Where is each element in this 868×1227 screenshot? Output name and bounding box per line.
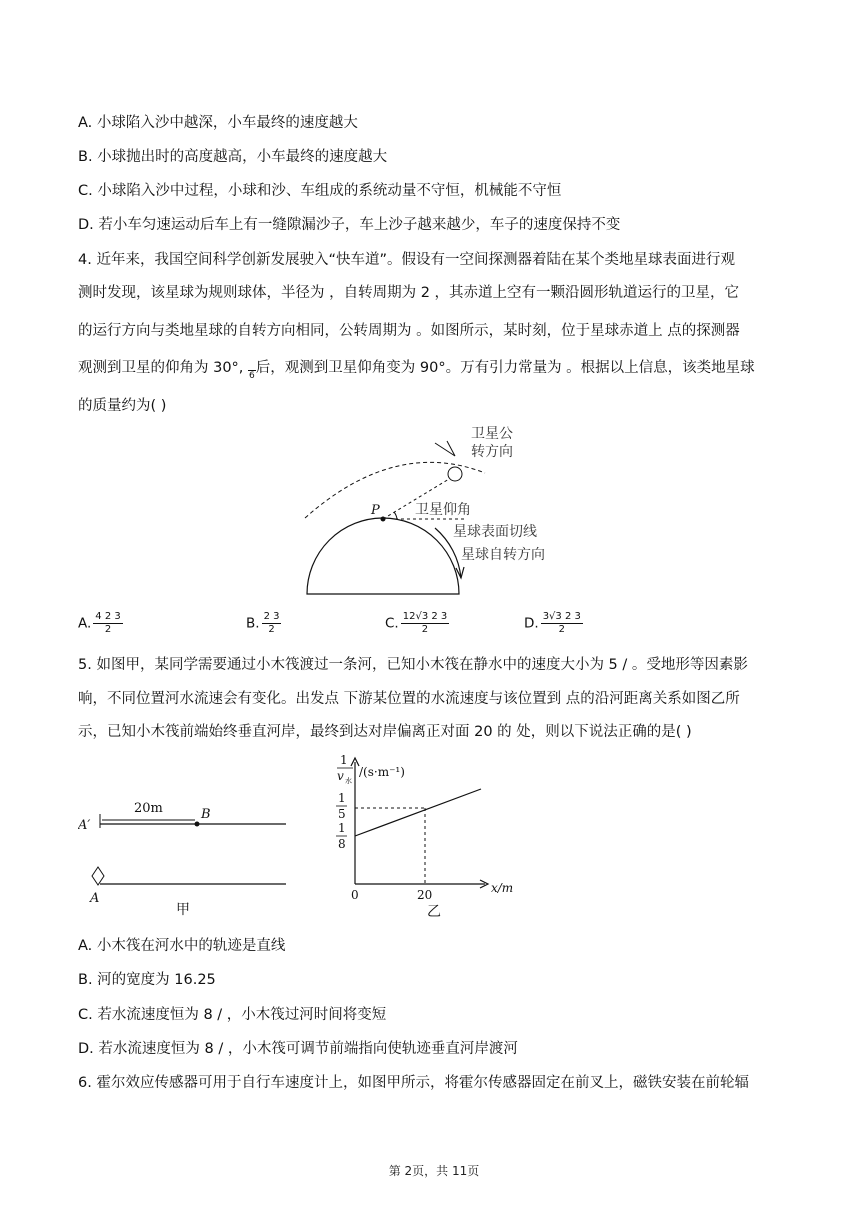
label-rotation: 星球自转方向 [461,547,545,563]
raft-marker [92,867,104,885]
q4-fraction-sub: 6 [249,371,255,381]
label-orbit-2: 转方向 [471,444,513,460]
y-label-num: 1 [340,753,348,767]
point-p [381,517,386,522]
q5-option-a: A. 小木筏在河水中的轨迹是直线 [78,938,286,954]
y-label-den-sub: 水 [345,777,352,785]
tick-x1: 20 [417,888,433,902]
label-a-prime: A′ [78,818,91,833]
satellite [448,467,462,481]
label-distance: 20m [134,801,163,816]
q5-river-figure [78,790,298,920]
q4-option-b: B. $\frac{2 3}{2}$ [246,611,280,635]
q4-planet-figure [295,418,585,600]
q5-line-1: 5. 如图甲，某同学需要通过小木筏渡过一条河，已知小木筏在静水中的速度大小为 5 / 。受地形等因素影 [78,657,748,673]
q4-line-2: 测时发现，该星球为规则球体，半径为 ，自转周期为 2 ，其赤道上空有一颗沿圆形轨道运行的卫星，它 [78,285,740,301]
q5-option-c: C. 若水流速度恒为 8 / ，小木筏过河时间将变短 [78,1007,387,1023]
q3-option-b: B. 小球抛出时的高度越高，小车最终的速度越大 [78,149,388,165]
q5-line-3: 示，已知小木筏前端始终垂直河岸，最终到达对岸偏离正对面 20 的 处，则以下说法正确的是( ) [78,724,692,740]
page-footer: 第 2页，共 11页 [388,1164,480,1178]
tick-y1-num: 1 [338,791,346,805]
tick-y1-den: 5 [338,807,346,821]
x-label: x/m [491,881,514,895]
label-a: A [90,891,100,906]
q6-line-1: 6. 霍尔效应传感器可用于自行车速度计上，如图甲所示，将霍尔传感器固定在前叉上，磁铁安装在前轮辐 [78,1075,749,1091]
y-label-unit: /(s·m⁻¹) [359,765,405,779]
q4-line-4 [78,358,755,386]
q5-line-2: 响，不同位置河水流速会有变化。出发点 下游某位置的水流速度与该位置到 点的沿河距离关系如图乙所 [78,691,740,707]
caption-jia: 甲 [176,902,190,918]
caption-yi: 乙 [427,904,441,920]
tick-y2-num: 1 [338,821,346,835]
q4-line-4a: 观测到卫星的仰角为 30°, [78,360,249,376]
label-orbit-1: 卫星公 [471,426,513,442]
q5-option-b: B. 河的宽度为 16.25 [78,972,216,988]
elevation-angle-arc [394,512,397,519]
y-label-den: v [337,769,344,783]
q3-option-a: A. 小球陷入沙中越深，小车最终的速度越大 [78,115,358,131]
q4-option-c: C. $\frac{12√3 2 3}{2}$ [385,611,448,635]
label-elevation: 卫星仰角 [415,502,471,518]
data-line [355,789,481,836]
q3-option-c: C. 小球陷入沙中过程，小球和沙、车组成的系统动量不守恒，机械能不守恒 [78,183,562,199]
label-p: P [371,503,380,518]
q4-line-4b: 后，观测到卫星仰角变为 90°。万有引力常量为 。根据以上信息，该类地星球 [255,360,755,376]
q3-option-d: D. 若小车匀速运动后车上有一缝隙漏沙子，车上沙子越来越少，车子的速度保持不变 [78,217,621,233]
q4-line-1: 4. 近年来，我国空间科学创新发展驶入“快车道”。假设有一空间探测器着陆在某个类地星球表面进行观 [78,252,735,268]
q5-option-d: D. 若水流速度恒为 8 / ，小木筏可调节前端指向使轨迹垂直河岸渡河 [78,1041,518,1057]
q4-line-3: 的运行方向与类地星球的自转方向相同，公转周期为 。如图所示，某时刻，位于星球赤道上 点的探测器 [78,323,740,339]
q5-velocity-graph [325,752,525,922]
orbit-arrow [435,441,455,456]
q4-line-5: 的质量约为( ) [78,398,167,414]
point-b [195,822,200,827]
label-tangent: 星球表面切线 [453,524,537,540]
tick-y2-den: 8 [338,837,346,851]
label-b: B [201,807,211,822]
q4-option-a: A. $\frac{4 2 3}{2}$ [78,611,121,635]
tick-x0: 0 [351,888,359,902]
q4-option-d: D. $\frac{3√3 2 3}{2}$ [524,611,581,635]
